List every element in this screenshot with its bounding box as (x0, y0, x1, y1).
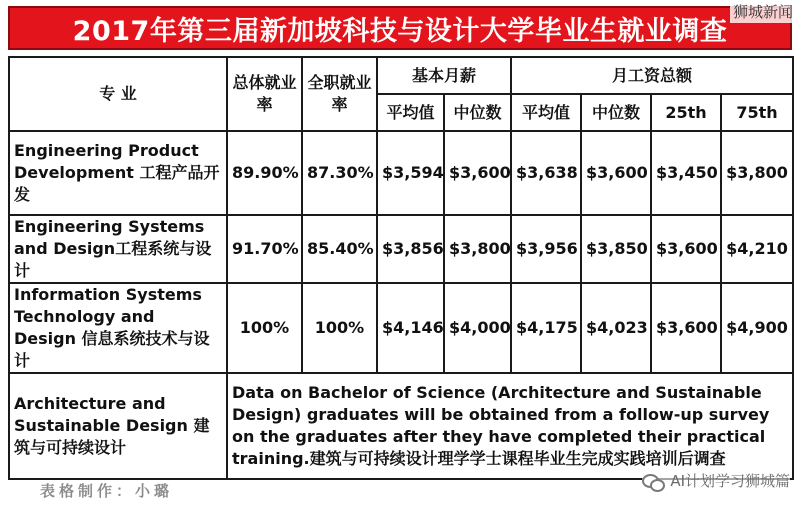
header-fulltime-rate: 全职就业率 (302, 57, 377, 131)
header-p75: 75th (721, 94, 793, 131)
account-watermark (642, 470, 790, 491)
row-fulltime-rate: 87.30% (302, 131, 377, 215)
row-gross-median: $4,023 (581, 283, 651, 373)
table-title-banner (8, 6, 792, 50)
row-p75: $4,210 (721, 215, 793, 283)
corner-watermark: 狮城新闻 (730, 0, 796, 23)
wechat-icon (642, 472, 664, 490)
row-major: Engineering Systems and Design工程系统与设计 (9, 215, 227, 283)
table-credit: 表格制作：小璐 (40, 482, 174, 500)
row-overall-rate: 89.90% (227, 131, 302, 215)
row-basic-median: $3,600 (444, 131, 511, 215)
row-fulltime-rate: 85.40% (302, 215, 377, 283)
account-name: AI计划学习狮城篇 (670, 472, 790, 490)
row-basic-mean: $3,856 (377, 215, 444, 283)
row-gross-mean: $3,956 (511, 215, 581, 283)
table-row (9, 373, 793, 479)
table-row (9, 283, 793, 373)
header-overall-rate: 总体就业率 (227, 57, 302, 131)
row-gross-mean: $3,638 (511, 131, 581, 215)
header-gross-median: 中位数 (581, 94, 651, 131)
row-gross-mean: $4,175 (511, 283, 581, 373)
row-overall-rate: 100% (227, 283, 302, 373)
row-basic-mean: $4,146 (377, 283, 444, 373)
architecture-note: Data on Bachelor of Science (Architecture and Sustainable Design) graduates will be obtained from a follow-up survey on the graduates after they have completed their practical training.建筑与可持续设计理学学士课程毕业生完成实践培训后调查 (227, 373, 793, 479)
row-major: Information Systems Technology and Design 信息系统技术与设计 (9, 283, 227, 373)
row-p25: $3,450 (651, 131, 721, 215)
row-gross-median: $3,850 (581, 215, 651, 283)
row-gross-median: $3,600 (581, 131, 651, 215)
row-basic-median: $4,000 (444, 283, 511, 373)
row-overall-rate: 91.70% (227, 215, 302, 283)
row-major: Engineering Product Development 工程产品开发 (9, 131, 227, 215)
table-row (9, 131, 793, 215)
header-gross-mean: 平均值 (511, 94, 581, 131)
row-p75: $3,800 (721, 131, 793, 215)
row-major: Architecture and Sustainable Design 建筑与可持续设计 (9, 373, 227, 479)
header-basic-mean: 平均值 (377, 94, 444, 131)
row-p25: $3,600 (651, 215, 721, 283)
header-major: 专 业 (9, 57, 227, 131)
row-fulltime-rate: 100% (302, 283, 377, 373)
row-basic-median: $3,800 (444, 215, 511, 283)
header-p25: 25th (651, 94, 721, 131)
employment-survey-table (8, 56, 794, 480)
header-basic-salary: 基本月薪 (377, 57, 511, 94)
table-row (9, 215, 793, 283)
row-p25: $3,600 (651, 283, 721, 373)
header-gross-salary: 月工资总额 (511, 57, 793, 94)
table-title: 2017年第三届新加坡科技与设计大学毕业生就业调查 (72, 15, 728, 47)
row-p75: $4,900 (721, 283, 793, 373)
row-basic-mean: $3,594 (377, 131, 444, 215)
header-basic-median: 中位数 (444, 94, 511, 131)
